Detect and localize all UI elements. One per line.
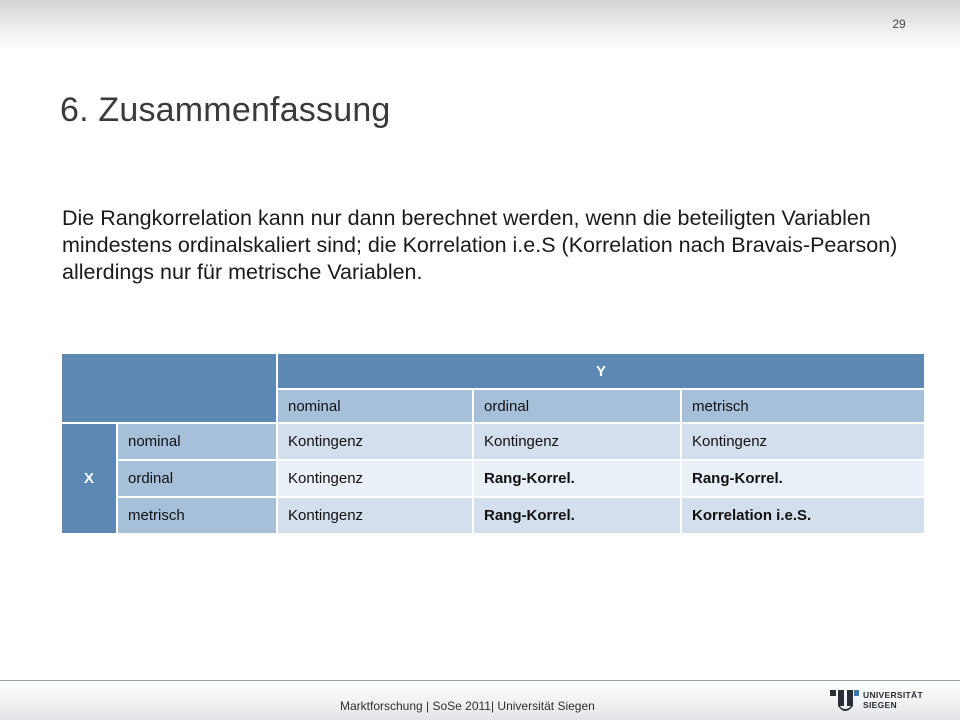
table-cell: Kontingenz (681, 423, 925, 460)
table-row (61, 423, 925, 460)
row-header: metrisch (117, 497, 277, 534)
table-row (61, 460, 925, 497)
table-cell: Rang-Korrel. (681, 460, 925, 497)
table-cell: Rang-Korrel. (473, 497, 681, 534)
row-header: nominal (117, 423, 277, 460)
slide-title: 6. Zusammenfassung (60, 91, 391, 129)
table-cell: Korrelation i.e.S. (681, 497, 925, 534)
table-row (61, 497, 925, 534)
logo-line-2: SIEGEN (863, 700, 897, 710)
page-number: 29 (892, 17, 906, 31)
university-logo (830, 688, 930, 716)
table-cell: Rang-Korrel. (473, 460, 681, 497)
table-cell: Kontingenz (277, 497, 473, 534)
university-logo-text (863, 690, 923, 710)
column-header: metrisch (681, 389, 925, 423)
table-cell: Kontingenz (277, 423, 473, 460)
table-cell: Kontingenz (473, 423, 681, 460)
body-paragraph: Die Rangkorrelation kann nur dann berechnet werden, wenn die beteiligten Variablen mindestens ordinalskaliert sind; die Korrelation i.e.S (Korrelation nach Bravais-Pearson) allerdings nur für metrische Variablen. (62, 206, 898, 284)
table-cell: Kontingenz (277, 460, 473, 497)
column-header: nominal (277, 389, 473, 423)
x-axis-header: X (61, 423, 117, 534)
row-header: ordinal (117, 460, 277, 497)
university-logo-icon (830, 688, 860, 714)
y-axis-header: Y (277, 353, 925, 389)
scale-correlation-table (60, 352, 926, 535)
footer-text: Marktforschung | SoSe 2011| Universität Siegen (340, 699, 595, 713)
logo-line-1: UNIVERSITÄT (863, 690, 923, 700)
column-header: ordinal (473, 389, 681, 423)
table-corner (61, 353, 277, 423)
header-band (0, 0, 960, 50)
